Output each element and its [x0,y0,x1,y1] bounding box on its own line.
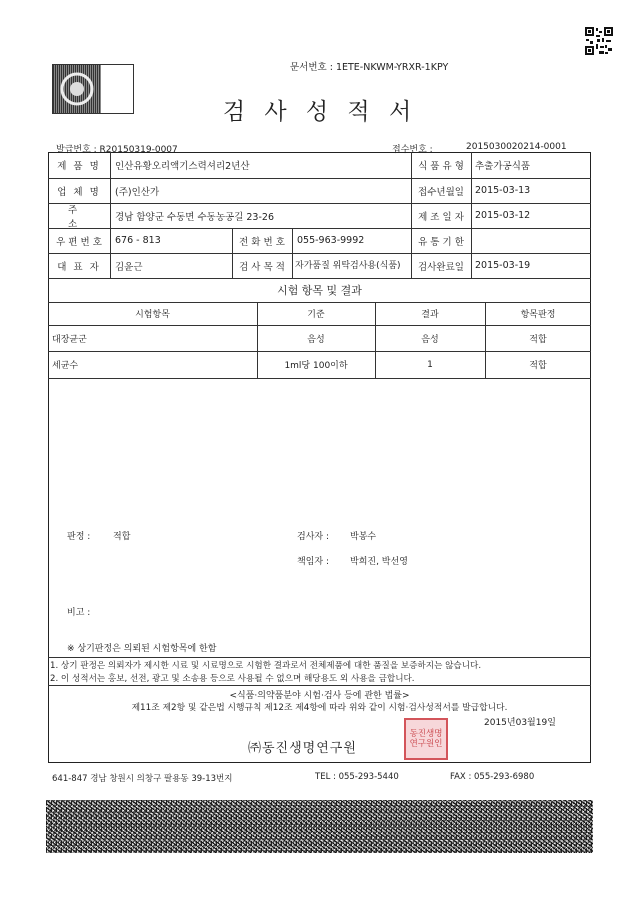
footer-fax: FAX : 055-293-6980 [450,772,535,782]
verdict-value: 적합 [113,532,131,542]
results-header-standard: 기준 [307,310,325,320]
purpose: 자가품질 위탁검사용(식품) [295,260,401,271]
representative-label: 대 표 자 [57,261,101,273]
receipt-number-label: 접수번호 : [392,145,433,155]
official-seal [404,718,448,760]
table-row-verdict: 적합 [529,334,547,345]
food-type-label: 식 품 유 형 [418,161,464,172]
manufacture-date-label: 제 조 일 자 [418,211,464,223]
table-row-item: 대장균군 [52,334,87,345]
verdict-label: 판정 : [67,532,91,542]
qr-code-icon [584,26,614,56]
note-line-2: 2. 이 성적서는 홍보, 선전, 광고 및 소송용 등으로 사용될 수 없으며 해당용도 외 사용을 금합니다. [50,674,415,684]
phone-label: 전 화 번 호 [239,236,285,248]
results-header-result: 결과 [421,310,439,320]
phone-number: 055-963-9992 [297,235,365,246]
expiry-label: 유 통 기 한 [418,236,464,248]
table-row-result: 음성 [421,334,439,345]
product-name: 인산유황오리액기스력셔리2년산 [115,161,250,172]
table-row-result: 1 [427,359,433,370]
scope-note: ※ 상기판정은 의뢰된 시험항목에 한함 [67,644,217,654]
expiry-date [475,228,585,253]
footer-address: 641-847 경남 창원시 의창구 팔용동 39-13번지 [52,774,233,784]
seal-text: 동진생명연구원인 [409,729,443,749]
inspector-label: 검사자 : [297,532,329,542]
manufacture-date: 2015-03-12 [475,210,531,221]
security-pattern [46,800,593,853]
results-header-item: 시험항목 [135,310,170,320]
table-row-standard: 음성 [307,334,325,345]
remarks-label: 비고 : [67,608,91,618]
postal-code: 676 - 813 [115,235,161,246]
law-title: <식품·의약품분야 시험·검사 등에 관한 법률> [229,691,410,701]
results-header-verdict: 항목판정 [520,310,556,320]
representative: 김윤근 [115,261,143,273]
issue-number: 발급번호 : R20150319-0007 [56,145,178,155]
footer-tel: TEL : 055-293-5440 [315,772,399,782]
inspector-name: 박봉수 [350,532,377,542]
completion-date: 2015-03-19 [475,260,531,271]
table-row-verdict: 적합 [529,361,547,371]
company-label: 업 체 명 [57,186,101,198]
company-name: (주)인산가 [115,186,160,198]
receipt-number: 2015030020214-0001 [466,142,567,152]
results-heading: 시험 항목 및 결과 [277,284,362,297]
completion-date-label: 검사완료일 [418,261,464,273]
address-label: 주 소 [68,204,100,230]
table-row-item: 세균수 [52,361,79,371]
law-text: 제11조 제2항 및 같은법 시행규칙 제12조 제4항에 따라 위와 같이 시험·검사성적서를 발급합니다. [131,703,508,713]
issue-date: 2015년03월19일 [484,718,556,728]
food-type: 추출가공식품 [475,161,531,172]
address: 경남 함양군 수동면 수동농공길 23-26 [115,211,274,223]
institute-name: ㈜동진생명연구원 [248,741,357,756]
postal-code-label: 우 편 번 호 [56,236,102,248]
document-number: 문서번호 : 1ETE-NKWM-YRXR-1KPY [290,62,449,73]
responsible-label: 책임자 : [297,557,329,567]
note-line-1: 1. 상기 판정은 의뢰자가 제시한 시료 및 시료명으로 시험한 결과로서 전체제품에 대한 품질을 보증하지는 않습니다. [50,661,482,671]
receipt-date-label: 접수년월일 [418,186,464,198]
table-row-standard: 1ml당 100이하 [284,361,348,371]
receipt-date: 2015-03-13 [475,185,531,196]
responsible-names: 박희진, 박선영 [350,557,408,567]
purpose-label: 검 사 목 적 [239,261,285,273]
product-name-label: 제 품 명 [57,161,101,172]
page-title: 검 사 성 적 서 [222,99,418,125]
